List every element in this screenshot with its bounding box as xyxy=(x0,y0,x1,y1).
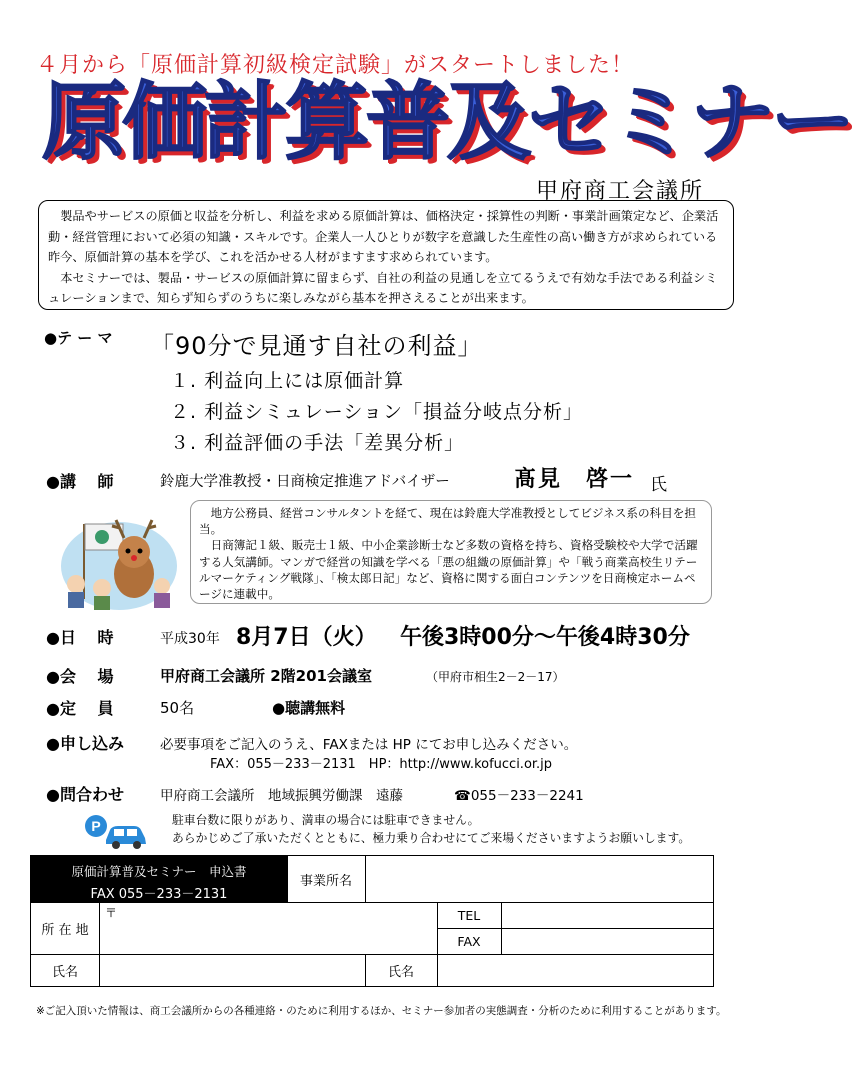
svg-text:P: P xyxy=(91,818,101,834)
form-header xyxy=(31,856,287,902)
intro-box xyxy=(38,200,734,310)
form-office-label: 事業所名 xyxy=(299,873,352,889)
form-office-field[interactable] xyxy=(365,856,713,902)
form-tel-label: TEL xyxy=(457,907,481,923)
intro-paragraph-1: 製品やサービスの原価と収益を分析し、利益を求める原価計算は、価格決定・採算性の判断・事業計画策定など、企業活動・経営管理において必須の知識・スキルです。企業人一人ひとりが数字を意識した生産性の高い働き方が求められている昨今、原価計算の基本を学び、これを活かせる人材がますます求められています。 xyxy=(48,209,719,264)
venue-place: 甲府商工会議所 2階201会議室 xyxy=(160,667,372,685)
theme-item-2: ２. 利益シミュレーション「損益分岐点分析」 xyxy=(170,401,583,423)
date-label: ●日 時 xyxy=(46,628,114,647)
parking-car-icon xyxy=(84,814,150,854)
theme-label: ●テ ー マ xyxy=(44,329,113,347)
lecturer-description: 鈴鹿大学准教授・日商検定推進アドバイザー xyxy=(160,474,450,490)
form-fax-field[interactable] xyxy=(501,928,713,954)
postal-mark: 〒 xyxy=(105,906,118,920)
parking-note-1: 駐車台数に限りがあり、満車の場合には駐車できません。 xyxy=(172,813,480,827)
lecturer-honorific: 氏 xyxy=(650,475,667,495)
form-name-label-1: 氏名 xyxy=(51,964,78,980)
page-title: 原価計算普及セミナー xyxy=(42,73,852,171)
lecturer-bio-1: 地方公務員、経営コンサルタントを経て、現在は鈴鹿大学准教授としてビジネス系の科目を担当。 xyxy=(199,506,696,537)
lecturer-bio-2: 日商簿記１級、販売士１級、中小企業診断士など多数の資格を持ち、資格受験校や大学で活躍する人気講師。マンガで経営の知識を学べる「悪の組織の原価計算」や「戦う商業高校生リテールマーケティング戦隊」、「検太郎日記」など、資格に関する面白コンテンツを日商検定ホームページに連載中。 xyxy=(199,538,698,602)
apply-contact: FAX：055－233－2131 HP：http://www.kofucci.or.jp xyxy=(210,757,553,772)
inquiry-text: 甲府商工会議所 地域振興労働課 遠藤 xyxy=(160,788,403,804)
form-name-field-2[interactable] xyxy=(437,954,713,986)
intro-paragraph-2: 本セミナーでは、製品・サービスの原価計算に留まらず、自社の利益の見通しを立てるうえで有効な手法である利益シミュレーションまで、知らず知らずのうちに楽しみながら基本を押さえることが出来ます。 xyxy=(48,270,718,305)
theme-item-3: ３. 利益評価の手法「差異分析」 xyxy=(170,432,465,454)
form-address-label: 所 在 地 xyxy=(41,922,89,938)
capacity-label: ●定 員 xyxy=(46,699,114,718)
date-era: 平成30年 xyxy=(160,631,220,647)
organizer-name: 甲府商工会議所 xyxy=(535,179,704,204)
form-name-label-2: 氏名 xyxy=(387,964,414,980)
theme-title: 「90分で見通す自社の利益」 xyxy=(150,332,483,360)
form-header-title: 原価計算普及セミナー 申込書 xyxy=(71,864,247,879)
date-time: 午後3時00分～午後4時30分 xyxy=(400,625,690,650)
top-banner: ４月から「原価計算初級検定試験」がスタートしました！ xyxy=(36,53,635,78)
privacy-note: ※ご記入頂いた情報は、商工会議所からの各種連絡・のために利用するほか、セミナー参加者の実態調査・分析のために利用することがあります。 xyxy=(36,1005,727,1017)
venue-label: ●会 場 xyxy=(46,667,114,686)
mascot-illustration xyxy=(54,504,184,618)
lecturer-bio-box xyxy=(190,500,712,604)
form-fax-label: FAX xyxy=(457,933,481,949)
inquiry-label: ●問合わせ xyxy=(46,785,124,804)
inquiry-phone: ☎055－233－2241 xyxy=(454,788,584,804)
form-tel-field[interactable] xyxy=(501,902,713,928)
form-address-field[interactable] xyxy=(99,902,437,954)
venue-address: （甲府市相生2－2－17） xyxy=(426,670,565,684)
theme-item-1: １. 利益向上には原価計算 xyxy=(170,370,405,392)
parking-note-2: あらかじめご了承いただくとともに、極力乗り合わせにてご来場くださいますようお願いします。 xyxy=(172,831,691,845)
free-admission: ●聴講無料 xyxy=(272,699,346,717)
form-name-field-1[interactable] xyxy=(99,954,365,986)
form-header-fax: FAX 055－233－2131 xyxy=(90,887,228,902)
lecturer-name: 髙見 啓一 xyxy=(514,467,635,492)
lecturer-label: ●講 師 xyxy=(46,472,114,491)
date-day: 8月7日（火） xyxy=(236,625,377,650)
apply-text: 必要事項をご記入のうえ、FAXまたは HP にてお申し込みください。 xyxy=(160,737,578,753)
application-form xyxy=(30,855,714,987)
capacity-value: 50名 xyxy=(160,699,195,717)
apply-label: ●申し込み xyxy=(46,734,124,753)
